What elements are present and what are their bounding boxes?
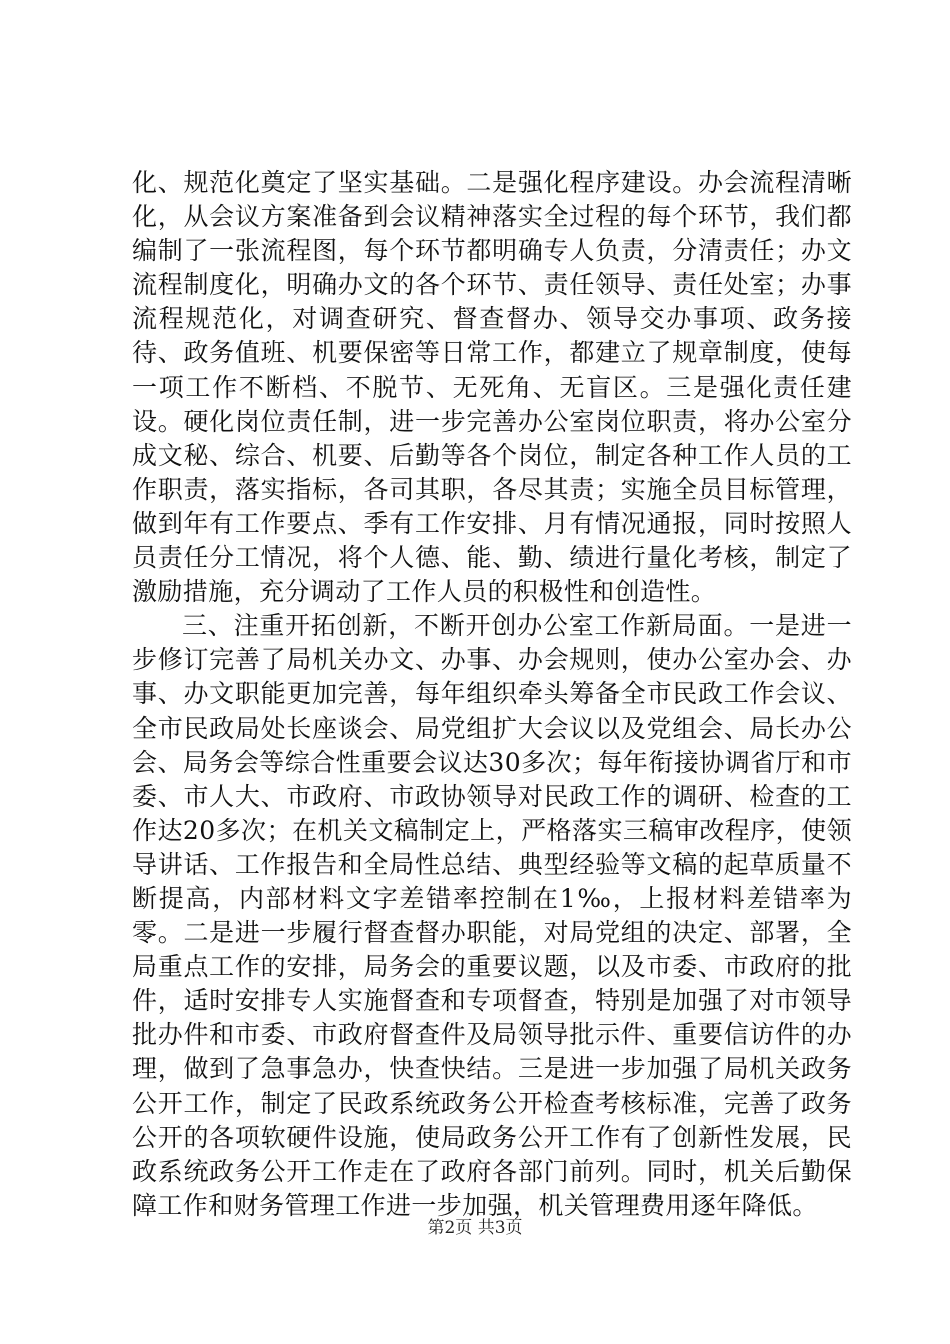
paragraph-continued: 化、规范化奠定了坚实基础。二是强化程序建设。办会流程清晰化，从会议方案准备到会议精神落实全过程的每个环节，我们都编制了一张流程图，每个环节都明确专人负责，分清责任；办文流程制度化，明确办文的各个环节、责任领导、责任处室；办事流程规范化，对调查研究、督查督办、领导交办事项、政务接待、政务值班、机要保密等日常工作，都建立了规章制度，使每一项工作不断档、不脱节、无死角、无盲区。三是强化责任建设。硬化岗位责任制，进一步完善办公室岗位职责，将办公室分成文秘、综合、机要、后勤等各个岗位，制定各种工作人员的工作职责，落实指标，各司其职，各尽其责；实施全员目标管理，做到年有工作要点、季有工作安排、月有情况通报，同时按照人员责任分工情况，将个人德、能、勤、绩进行量化考核，制定了激励措施，充分调动了工作人员的积极性和创造性。 bbox=[132, 168, 852, 607]
paragraph-section-three: 三、注重开拓创新，不断开创办公室工作新局面。一是进一步修订完善了局机关办文、办事、办会规则，使办公室办会、办事、办文职能更加完善，每年组织牵头筹备全市民政工作会议、全市民政局处长座谈会、局党组扩大会议以及党组会、局长办公会、局务会等综合性重要会议达30多次；每年衔接协调省厅和市委、市人大、市政府、市政协领导对民政工作的调研、检查的工作达20多次；在机关文稿制定上，严格落实三稿审改程序，使领导讲话、工作报告和全局性总结、典型经验等文稿的起草质量不断提高，内部材料文字差错率控制在1‰，上报材料差错率为零。二是进一步履行督查督办职能，对局党组的决定、部署，全局重点工作的安排，局务会的重要议题，以及市委、市政府的批件，适时安排专人实施督查和专项督查，特别是加强了对市领导批办件和市委、市政府督查件及局领导批示件、重要信访件的办理，做到了急事急办，快查快结。三是进一步加强了局机关政务公开工作，制定了民政系统政务公开检查考核标准，完善了政务公开的各项软硬件设施，使局政务公开工作有了创新性发展，民政系统政务公开工作走在了政府各部门前列。同时，机关后勤保障工作和财务管理工作进一步加强，机关管理费用逐年降低。 bbox=[132, 611, 852, 1220]
page-footer: 第2页 共3页 bbox=[427, 1218, 523, 1238]
body-text bbox=[132, 166, 852, 1223]
